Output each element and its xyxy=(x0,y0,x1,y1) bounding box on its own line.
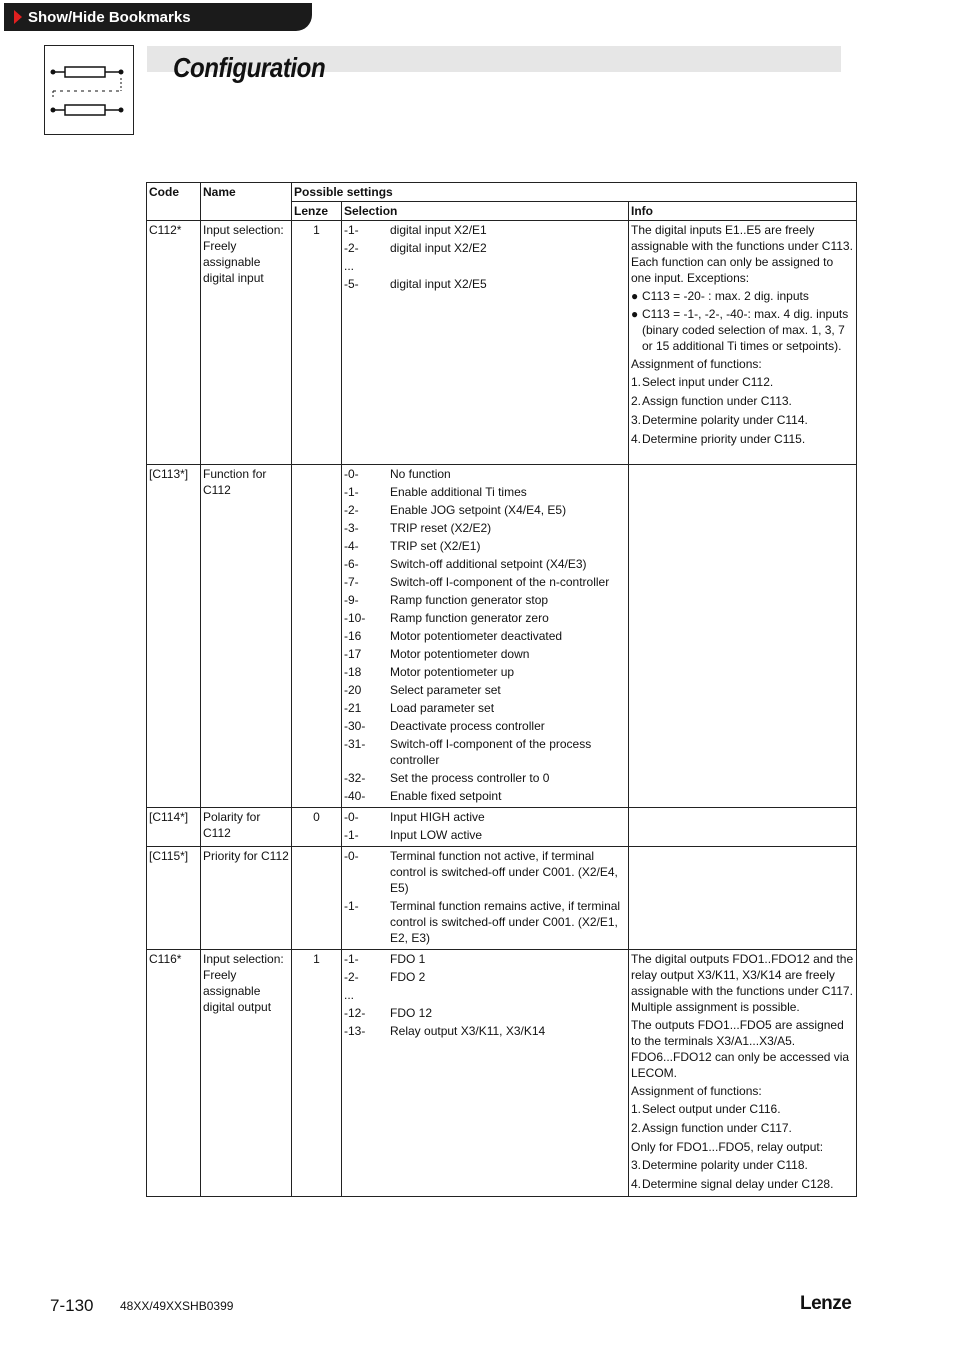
selection-item xyxy=(344,574,626,590)
table-row xyxy=(147,808,857,847)
info-text: Assignment of functions: xyxy=(631,1084,762,1098)
step-text: Determine priority under C115. xyxy=(642,432,806,446)
show-hide-bookmarks-button[interactable] xyxy=(4,3,312,31)
selection-item xyxy=(344,484,626,500)
selection-code: -40- xyxy=(344,789,366,803)
selection-code: -1- xyxy=(344,828,359,842)
selection-item xyxy=(344,770,626,786)
info-step: 4. Determine signal delay under C128. xyxy=(631,1177,834,1191)
selection-text: Set the process controller to 0 xyxy=(390,771,550,785)
step-text: Select output under C116. xyxy=(642,1102,781,1116)
page-number: 7-130 xyxy=(50,1296,94,1315)
code-cell: C116* xyxy=(147,950,201,1197)
header-lenze: Lenze xyxy=(292,202,342,221)
lenze-default-cell xyxy=(292,465,342,808)
step-text: Assign function under C113. xyxy=(642,394,792,408)
info-text: The digital inputs E1..E5 are freely assignable with the functions under C113. Each function can only be assigned to one input. Exceptions: xyxy=(631,223,853,285)
table-row xyxy=(147,465,857,808)
selection-item xyxy=(344,700,626,716)
selection-text: Motor potentiometer up xyxy=(390,665,515,679)
selection-item xyxy=(344,276,626,292)
info-step: 3. Determine polarity under C114. xyxy=(631,413,808,427)
selection-item xyxy=(344,969,626,985)
selection-code: -1- xyxy=(344,899,359,913)
selection-text: Enable additional Ti times xyxy=(390,485,527,499)
selection-item xyxy=(344,502,626,518)
step-text: Determine polarity under C114. xyxy=(642,413,808,427)
triangle-right-icon xyxy=(14,10,22,24)
selection-code: -5- xyxy=(344,277,359,291)
selection-item xyxy=(344,848,626,896)
selection-code: -18 xyxy=(344,665,362,679)
name-line: Input selection: xyxy=(203,952,284,966)
selection-item xyxy=(344,258,626,274)
configuration-section-icon xyxy=(44,45,134,135)
selection-code: -1- xyxy=(344,952,359,966)
selection-item xyxy=(344,1005,626,1021)
name-line: digital input xyxy=(203,271,264,285)
selection-text: Enable JOG setpoint (X4/E4, E5) xyxy=(390,503,567,517)
name-line: C112 xyxy=(203,826,231,840)
selection-item xyxy=(344,538,626,554)
selection-item xyxy=(344,898,626,946)
selection-item xyxy=(344,664,626,680)
selection-text: Input LOW active xyxy=(390,828,483,842)
selection-text: FDO 1 xyxy=(390,952,426,966)
selection-cell xyxy=(342,808,629,847)
table-row xyxy=(147,950,857,1197)
selection-code: -30- xyxy=(344,719,366,733)
selection-text: Switch-off additional setpoint (X4/E3) xyxy=(390,557,587,571)
selection-item xyxy=(344,222,626,238)
name-line: Polarity for xyxy=(203,810,261,824)
step-text: Determine signal delay under C128. xyxy=(642,1177,834,1191)
selection-item xyxy=(344,628,626,644)
header-name: Name xyxy=(201,183,292,221)
selection-text: FDO 2 xyxy=(390,970,426,984)
selection-item xyxy=(344,736,626,768)
header-row-1 xyxy=(147,183,857,202)
info-step: 1. Select input under C112. xyxy=(631,375,774,389)
info-step: 3. Determine polarity under C118. xyxy=(631,1158,808,1172)
bullet-icon: ● xyxy=(631,307,639,321)
selection-code: -2- xyxy=(344,241,359,255)
selection-text: FDO 12 xyxy=(390,1006,433,1020)
name-line: Freely xyxy=(203,968,237,982)
name-cell xyxy=(201,950,292,1197)
info-bullet xyxy=(631,306,854,354)
selection-cell xyxy=(342,221,629,465)
header-info: Info xyxy=(629,202,857,221)
selection-code: -3- xyxy=(344,521,359,535)
selection-text: Select parameter set xyxy=(390,683,501,697)
selection-text: Switch-off I-component of the process controller xyxy=(390,737,592,767)
selection-code: -4- xyxy=(344,539,359,553)
selection-text: digital input X2/E1 xyxy=(390,223,487,237)
info-step: 4. Determine priority under C115. xyxy=(631,432,806,446)
selection-text: Motor potentiometer down xyxy=(390,647,530,661)
selection-text xyxy=(390,987,626,1003)
selection-item xyxy=(344,827,626,843)
selection-item xyxy=(344,809,626,825)
info-cell xyxy=(629,847,857,950)
page-title: Configuration xyxy=(173,52,326,83)
selection-text: TRIP set (X2/E1) xyxy=(390,539,481,553)
info-step: 2. Assign function under C117. xyxy=(631,1121,792,1135)
selection-text: Motor potentiometer deactivated xyxy=(390,629,563,643)
selection-item xyxy=(344,610,626,626)
brand-logo: Lenze xyxy=(800,1293,852,1314)
selection-code: -21 xyxy=(344,701,362,715)
step-text: Assign function under C117. xyxy=(642,1121,792,1135)
bookmarks-button-label: Show/Hide Bookmarks xyxy=(28,8,191,26)
document-id: 48XX/49XXSHB0399 xyxy=(120,1299,234,1313)
selection-code: -13- xyxy=(344,1024,366,1038)
selection-text: Switch-off I-component of the n-controller xyxy=(390,575,610,589)
info-cell xyxy=(629,950,857,1197)
code-cell: C112* xyxy=(147,221,201,465)
step-text: Determine polarity under C118. xyxy=(642,1158,808,1172)
selection-code: -7- xyxy=(344,575,359,589)
selection-code: -1- xyxy=(344,223,359,237)
selection-text: Relay output X3/K11, X3/K14 xyxy=(390,1024,546,1038)
info-cell xyxy=(629,808,857,847)
info-text: The digital outputs FDO1..FDO12 and the relay output X3/K11, X3/K14 are freely assignable with the functions under C117. Multiple assignment is possible. xyxy=(631,952,854,1014)
table-row xyxy=(147,221,857,465)
selection-code: -0- xyxy=(344,849,359,863)
selection-item xyxy=(344,240,626,256)
name-line: C112 xyxy=(203,483,231,497)
selection-code: -12- xyxy=(344,1006,366,1020)
selection-code: -17 xyxy=(344,647,362,661)
selection-code: -0- xyxy=(344,810,359,824)
name-line: assignable xyxy=(203,255,261,269)
name-line: Priority for C112 xyxy=(203,849,289,863)
selection-code: -1- xyxy=(344,485,359,499)
table-row xyxy=(147,847,857,950)
selection-text xyxy=(390,258,626,274)
lenze-default-cell: 1 xyxy=(292,950,342,1197)
selection-item xyxy=(344,592,626,608)
name-line: digital output xyxy=(203,1000,272,1014)
info-step: 1. Select output under C116. xyxy=(631,1102,781,1116)
bullet-icon: ● xyxy=(631,289,639,303)
info-text: The outputs FDO1...FDO5 are assigned to the terminals X3/A1...X3/A5. FDO6...FDO12 can only be accessed via LECOM. xyxy=(631,1018,850,1080)
selection-text: Ramp function generator stop xyxy=(390,593,549,607)
info-bullet xyxy=(631,288,854,304)
selection-code: -10- xyxy=(344,611,366,625)
info-text: Only for FDO1...FDO5, relay output: xyxy=(631,1140,824,1154)
selection-cell xyxy=(342,465,629,808)
selection-item xyxy=(344,466,626,482)
header-selection: Selection xyxy=(342,202,629,221)
lenze-default-cell xyxy=(292,847,342,950)
selection-text: Terminal function not active, if terminal control is switched-off under C001. (X2/E4, E5) xyxy=(390,849,618,895)
info-cell xyxy=(629,465,857,808)
selection-text: Enable fixed setpoint xyxy=(390,789,502,803)
selection-code: -9- xyxy=(344,593,359,607)
info-step: 2. Assign function under C113. xyxy=(631,394,792,408)
info-cell xyxy=(629,221,857,465)
selection-item xyxy=(344,951,626,967)
code-cell: [C114*] xyxy=(147,808,201,847)
selection-code: -0- xyxy=(344,467,359,481)
selection-code: -16 xyxy=(344,629,362,643)
name-line: Freely xyxy=(203,239,237,253)
bullet-text: C113 = -20- : max. 2 dig. inputs xyxy=(642,289,809,303)
info-text: Assignment of functions: xyxy=(631,357,762,371)
selection-code: -2- xyxy=(344,970,359,984)
selection-text: TRIP reset (X2/E2) xyxy=(390,521,492,535)
header-code: Code xyxy=(147,183,201,221)
selection-text: Ramp function generator zero xyxy=(390,611,549,625)
selection-text: digital input X2/E2 xyxy=(390,241,487,255)
selection-item xyxy=(344,1023,626,1039)
selection-item xyxy=(344,556,626,572)
name-line: Input selection: xyxy=(203,223,284,237)
selection-cell xyxy=(342,847,629,950)
selection-text: Deactivate process controller xyxy=(390,719,545,733)
lenze-default-cell: 1 xyxy=(292,221,342,465)
selection-item xyxy=(344,682,626,698)
selection-code: -32- xyxy=(344,771,366,785)
selection-code: -20 xyxy=(344,683,362,697)
name-cell xyxy=(201,808,292,847)
selection-code: -6- xyxy=(344,557,359,571)
selection-text: Load parameter set xyxy=(390,701,495,715)
name-line: assignable xyxy=(203,984,261,998)
selection-item xyxy=(344,646,626,662)
selection-item xyxy=(344,520,626,536)
parameter-table xyxy=(146,182,857,1197)
name-cell xyxy=(201,465,292,808)
code-cell: [C115*] xyxy=(147,847,201,950)
lenze-default-cell: 0 xyxy=(292,808,342,847)
name-cell xyxy=(201,221,292,465)
name-cell xyxy=(201,847,292,950)
selection-text: Terminal function remains active, if terminal control is switched-off under C001. (X2/E1, E2, E3) xyxy=(390,899,621,945)
name-line: Function for xyxy=(203,467,267,481)
step-text: Select input under C112. xyxy=(642,375,774,389)
selection-code: ... xyxy=(344,259,355,273)
selection-text: Input HIGH active xyxy=(390,810,485,824)
selection-cell xyxy=(342,950,629,1197)
selection-code: ... xyxy=(344,988,355,1002)
code-cell: [C113*] xyxy=(147,465,201,808)
selection-item xyxy=(344,718,626,734)
selection-text: No function xyxy=(390,467,451,481)
header-possible-settings: Possible settings xyxy=(292,183,857,202)
selection-text: digital input X2/E5 xyxy=(390,277,487,291)
selection-code: -31- xyxy=(344,737,366,751)
selection-code: -2- xyxy=(344,503,359,517)
selection-item xyxy=(344,987,626,1003)
bullet-text: C113 = -1-, -2-, -40-: max. 4 dig. inputs (binary coded selection of max. 1, 3, 7 or 15 additional Ti times or setpoints). xyxy=(642,307,849,353)
selection-item xyxy=(344,788,626,804)
